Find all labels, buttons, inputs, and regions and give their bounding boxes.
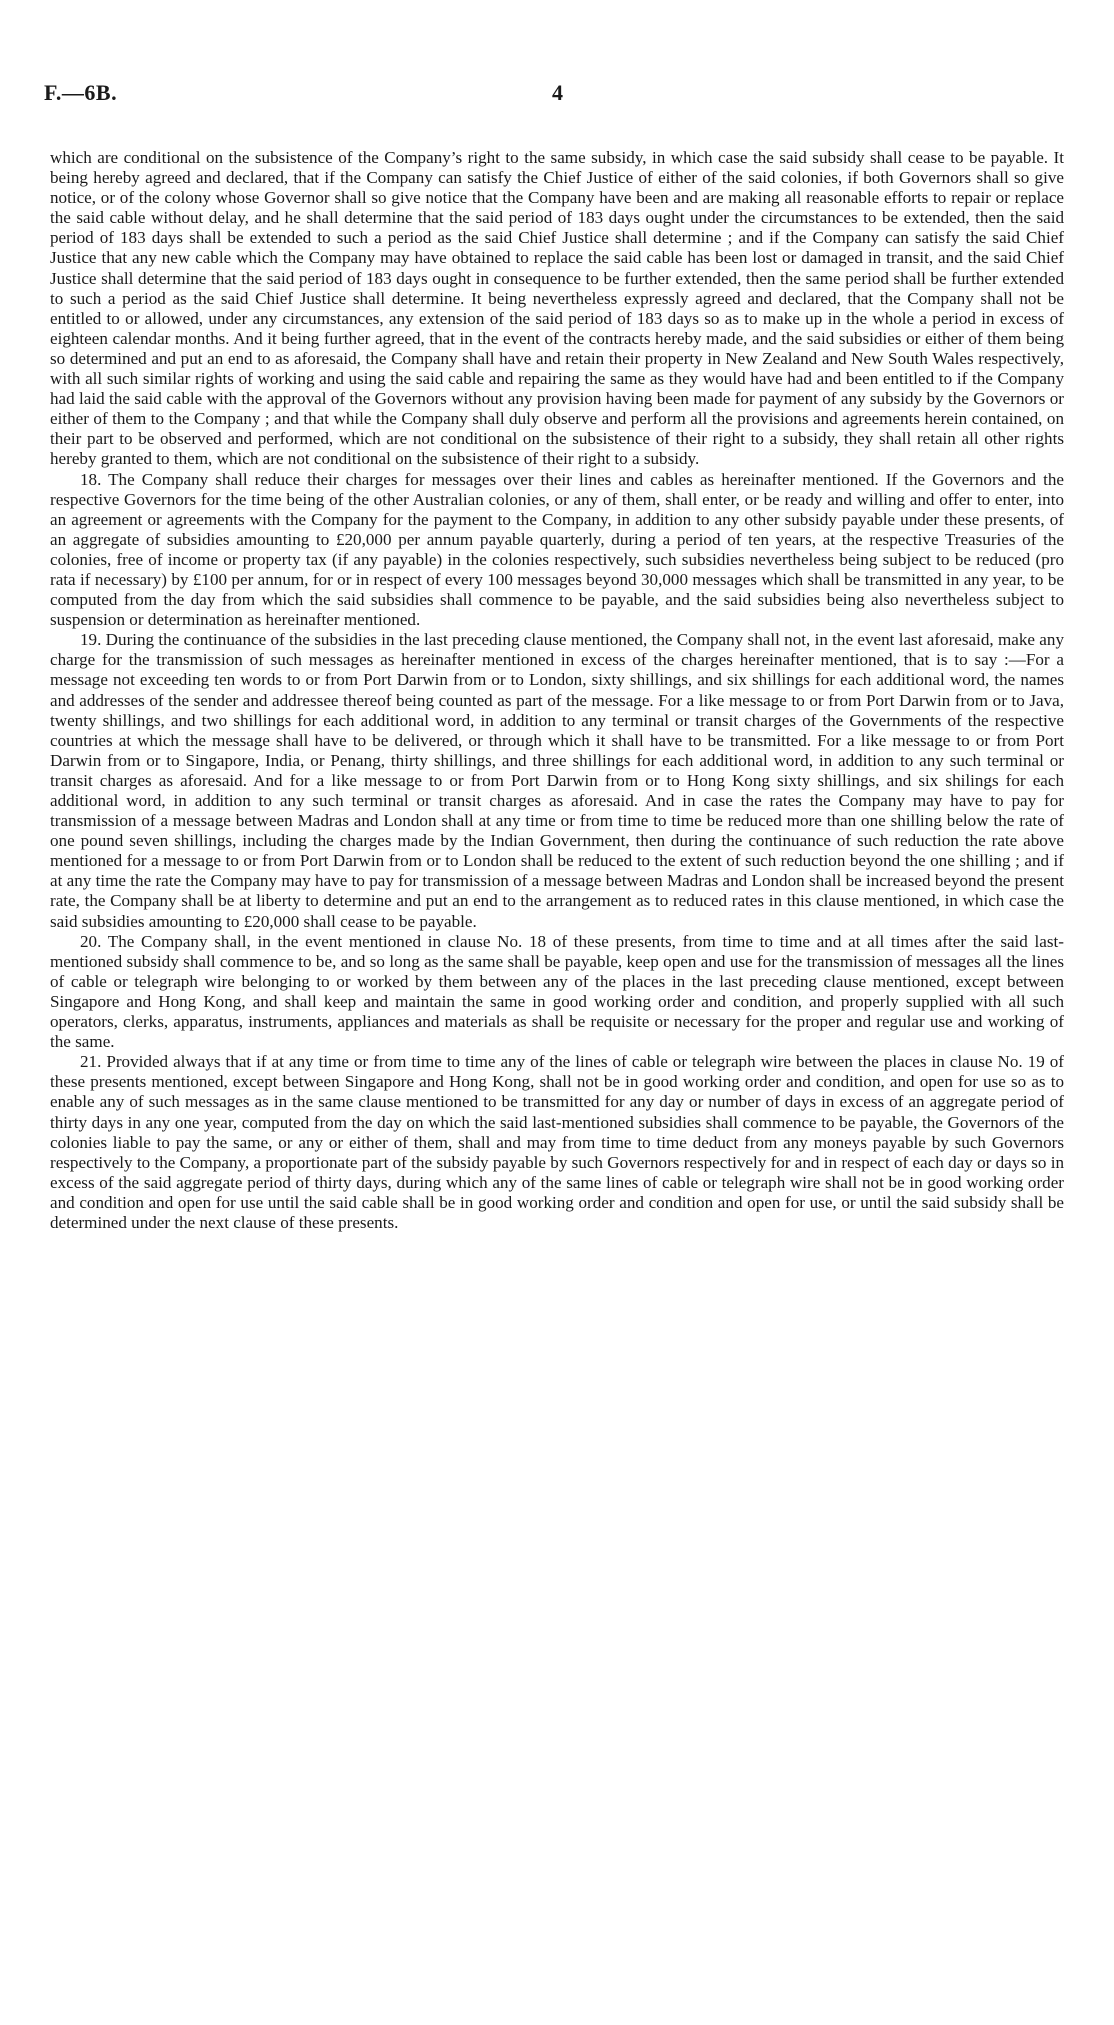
paragraph-continuation: which are conditional on the subsistence of the Company’s right to the same subsidy, in which case the said subsidy shall cease to be payable. It being hereby agreed and declared, that if the Company can satisfy the Chief Justice of either of the said colonies, if both Governors shall so give notice, or of the colony whose Governor shall so give notice that the Company have been and are making all reasonable efforts to repair or replace the said cable without delay, and he shall determine that the said period of 183 days ought under the circumstances to be extended, then the said period of 183 days shall be extended to such a period as the said Chief Justice shall determine ; and if the Company can satisfy the said Chief Justice that any new cable which the Company may have obtained to replace the said cable has been lost or damaged in transit, and the said Chief Justice shall determine that the said period of 183 days ought in consequence to be further extended, then the same period shall be further extended to such a period as the said Chief Justice shall determine. It being nevertheless expressly agreed and declared, that the Company shall not be entitled to or allowed, under any circumstances, any extension of the said period of 183 days so as to make up in the whole a period in excess of eighteen calendar months. And it being further agreed, that in the event of the contracts hereby made, and the said subsidies or either of them being so determined and put an end to as aforesaid, the Company shall have and retain their property in New Zealand and New South Wales respectively, with all such similar rights of working and using the said cable and repairing the same as they would have had and been entitled to if the Company had laid the said cable with the approval of the Governors without any provision having been made for payment of any subsidy by the Governors or either of them to the Company ; and that while the Company shall duly observe and perform all the provisions and agreements herein contained, on their part to be observed and performed, which are not conditional on the subsistence of their right to a subsidy, they shall retain all other rights hereby granted to them, which are not conditional on the subsistence of their right to a subsidy.	[50, 148, 1064, 469]
paragraph-clause-19: 19. During the continuance of the subsidies in the last preceding clause mentioned, the Company shall not, in the event last aforesaid, make any charge for the transmission of such messages as hereinafter mentioned in excess of the charges hereinafter mentioned, that is to say :—For a message not exceeding ten words to or from Port Darwin from or to London, sixty shillings, and six shillings for each additional word, the names and addresses of the sender and addressee thereof being counted as part of the message. For a like message to or from Port Darwin from or to Java, twenty shillings, and two shillings for each additional word, in addition to any terminal or transit charges of the Governments of the respective countries at which the message shall have to be delivered, or through which it shall have to be transmitted. For a like message to or from Port Darwin from or to Singapore, India, or Penang, thirty shillings, and three shillings for each additional word, in addition to any such terminal or transit charges as aforesaid. And for a like message to or from Port Darwin from or to Hong Kong sixty shillings, and six shilings for each additional word, in addition to any such terminal or transit charges as aforesaid. And in case the rates the Company may have to pay for transmission of a message between Madras and London shall at any time or from time to time be reduced more than one shilling below the rate of one pound seven shillings, including the charges made by the Indian Government, then during the continuance of such reduction the rate above mentioned for a message to or from Port Darwin from or to London shall be reduced to the extent of such reduction beyond the one shilling ; and if at any time the rate the Company may have to pay for transmission of a message between Madras and London shall be increased beyond the present rate, the Company shall be at liberty to determine and put an end to the arrangement as to reduced rates in this clause mentioned, in which case the said subsidies amounting to £20,000 shall cease to be payable.	[50, 630, 1064, 931]
paragraph-clause-21: 21. Provided always that if at any time or from time to time any of the lines of cable or telegraph wire between the places in clause No. 19 of these presents mentioned, except between Singapore and Hong Kong, shall not be in good working order and condition, and open for use so as to enable any of such messages as in the same clause mentioned to be transmitted for any day or number of days in excess of an aggregate period of thirty days in any one year, computed from the day on which the said last-mentioned subsidies shall commence to be payable, the Governors of the colonies liable to pay the same, or any or either of them, shall and may from time to time deduct from any moneys payable by such Governors respectively to the Company, a proportionate part of the subsidy payable by such Governors respectively for and in respect of each day or days so in excess of the said aggregate period of thirty days, during which any of the same lines of cable or telegraph wire shall not be in good working order and condition and open for use until the said cable shall be in good working order and condition and open for use, or until the said subsidy shall be determined under the next clause of these presents.	[50, 1052, 1064, 1232]
paragraph-clause-18: 18. The Company shall reduce their charges for messages over their lines and cables as hereinafter mentioned. If the Governors and the respective Governors for the time being of the other Australian colonies, or any of them, shall enter, or be ready and willing and offer to enter, into an agreement or agreements with the Company for the payment to the Company, in addition to any other subsidy payable under these presents, of an aggregate of subsidies amounting to £20,000 per annum payable quarterly, during a period of ten years, at the respective Treasuries of the colonies, free of income or property tax (if any payable) in the colonies respectively, such subsidies nevertheless being subject to be reduced (pro rata if necessary) by £100 per annum, for or in respect of every 100 messages beyond 30,000 messages which shall be transmitted in any year, to be computed from the day from which the said subsidies shall commence to be payable, and the said subsidies being also nevertheless subject to suspension or determination as hereinafter mentioned.	[50, 469, 1064, 630]
document-reference: F.—6B.	[44, 80, 118, 105]
paragraph-clause-20: 20. The Company shall, in the event mentioned in clause No. 18 of these presents, from time to time and at all times after the said last-mentioned subsidy shall commence to be, and so long as the same shall be payable, keep open and use for the transmission of messages all the lines of cable or telegraph wire belonging to or worked by them between any of the places in the last preceding clause mentioned, except between Singapore and Hong Kong, and shall keep and maintain the same in good working order and condition, and properly supplied with all such operators, clerks, apparatus, instruments, appliances and materials as shall be requisite or necessary for the proper and regular use and working of the same.	[50, 931, 1064, 1052]
page-number: 4	[552, 80, 563, 105]
page-header	[44, 80, 1064, 114]
body-text	[50, 148, 1064, 1233]
